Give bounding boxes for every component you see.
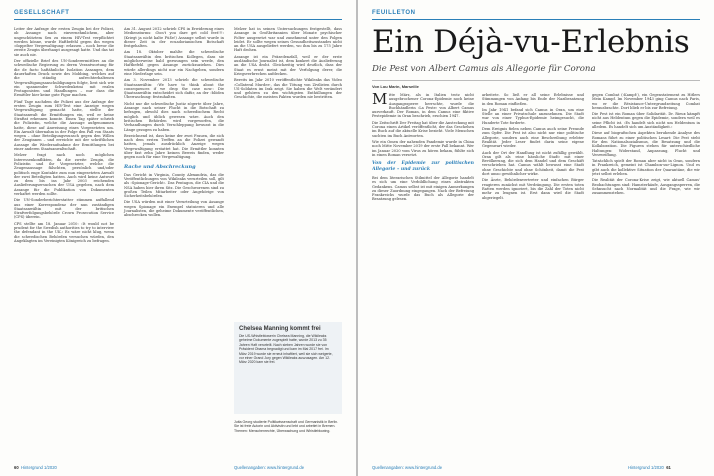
paragraph: Auch der Ort der Handlung ist nicht zufällig gewählt. Oran gilt als ›eine hässliche Stadt‹ mit einer Bevölkerung, die sich dem Handel und dem Geschäft verschrieben hat. Camus wählt bewusst eine Stadt ohne Geschichte und ohne Schönheit, damit die Pest dort umso gewöhnlicher wirke. [482,150,584,177]
page-number: 61 [666,465,671,470]
paragraph: Die Pest ist ein Roman über Solidarität. Dr. Rieux kämpft nicht aus Heldentum gegen die Epidemie, sondern weil es seine Pflicht ist. ›Es handelt sich nicht um Heldentum in alledem. Es handelt sich um Anständigkeit.‹ [592,112,700,130]
sidebar-body: Die US-Whistleblowerin Chelsea Manning, die Wikileaks geheime Dokumente zugespielt hatte, wurde 2013 zu 35 Jahren Haft verurteilt. Nach sieben Jahren wurde sie von Präsident Obama begnadigt und kam im Mai 2017 frei. Im März 2019 wurde sie erneut inhaftiert, weil sie sich weigerte, vor einer Grand Jury gegen Wikileaks auszusagen. Am 12. März 2020 kam sie frei. [239,334,333,365]
source-note: Quellenangaben: www.hintergrund.de [234,465,305,470]
left-page [0,0,356,476]
paragraph: Am 3. November 2013 schrieb die schwedische Staatsanwältin: ›We have to think about the consequences if we drop the case now.‹ Die Staatsanwältin entscheidet sich dafür, an der ›blöden Überraschung‹ festzuhalten. [124,78,224,100]
article-column-3 [592,93,700,453]
paragraph: Die USA würden mit einer Verurteilung von Assange wegen Spionage ein Exempel statuieren und alle Journalisten, die geheime Dokumente veröffentlichen, abschrecken wollen. [124,200,224,218]
paragraph: Bei dem literarischen Stilmittel der Allegorie handelt es sich um eine Verbildlichung eines abstrakten Gedankens. Camus selbst ist mit einigen Anmerkungen zu dieser Zuordnung eingegangen. Nach der Befreiung Frankreichs wurde das Buch als Allegorie der Besatzung gelesen. [372,175,474,202]
paragraph: Melzer hat in seinen Untersuchungen festgestellt, dass Assange in Großbritannien über Monate psychischer Folter ausgesetzt war und zunehmend unter den Folgen leidet. Er sollte wegen seines Gesundheitszustandes nicht an die USA ausgeliefert werden, wo ihm bis zu 175 Jahre Haft drohen. [234,27,342,53]
paragraph: Wie ein Omen der nahenden Pandemie wurde in China noch Mitte November 2019 der erste Fall bekannt. Wer im Januar 2020 vom Virus zu hören bekam, fühlte sich in einen Roman versetzt. [372,139,474,157]
article-dek: Die Pest von Albert Camus als Allegorie für Corona [372,64,596,74]
article-column-2 [482,93,584,453]
article-column-2 [124,27,224,220]
paragraph: Die Zeitschrift Der Freitag hat über die Ansteckung mit Corona einen Artikel veröffentlicht, der das Geschehen im Buch auf die aktuelle Krise bezieht. Viele Menschen suchten im Buch Antworten. [372,120,474,138]
section-label: FEUILLETON [372,10,416,16]
dek-rule [372,80,700,81]
paragraph: Der offizielle Brief des UN-Sonderermittlers an die schwedische Regierung zu deren Verantwortung für die de facto haftähnliche Isolation Assanges, dem dauerhaften Druck sowie des Mobbing, welches auf die ständig aufrechterhaltenen Vergewaltigungsanschuldigungen folgte, liest sich wie ein spannender Schwedenkrimi mit realen Protagonisten und Handlungen – nur dass die Ermittler hier keine gute Figur machen. [14,59,114,98]
paragraph: Bezeichnend ist, dass keine der zwei Frauen, die sich nach dem ersten Treffen an die Polizei gewandt hatten, jemals ausdrücklich Anzeige wegen Vergewaltigung erstattet hat. Die Ermittler konnten über fast zehn Jahre keinen Beweis finden, weder gegen noch für eine Vergewaltigung. [124,133,224,160]
page-footer-left [14,465,57,470]
paragraph: Tatsächlich spielt der Roman aber nicht in Oran, sondern in Frankreich, gemeint ist Chambon-sur-Lignon. Und es gibt auch die kollektive Situation der Quarantäne, die wir jetzt selbst erleben. [592,159,700,177]
paragraph: arbeitete. So ließ er all seine Erlebnisse und Stimmungen von Anfang bis Ende der Nazibesatzung in den Roman einfließen. [482,93,584,106]
drop-cap: M [372,93,388,108]
paragraph [372,93,474,119]
source-note: Quellenangaben: www.hintergrund.de [372,465,443,470]
section-subheading: Rache und Abschreckung [124,163,196,170]
article-column-1 [372,93,474,453]
page-footer-right [628,465,671,470]
section-label: GESELLSCHAFT [14,10,70,16]
paragraph: Die Ärzte, Behördenvertreter und einfachen Bürger reagieren zunächst mit Verdrängung. Die ersten toten Ratten werden ignoriert, bis die Zahl der Toten nicht mehr zu leugnen ist. Erst dann wird die Stadt abgeriegelt. [482,178,584,200]
paragraph: Bereits im Jahr 2010 veröffentlichte Wikileaks das Video ›Collateral Murder‹, das die Tötung von Zivilisten durch US-Soldaten im Irak zeigt. Sie haben die Welt verändert und gehören zu den wichtigsten Enthüllungen der Geschichte, die meisten Fakten wurden nie bestritten. [234,78,342,100]
article-column-1 [14,27,114,245]
paragraph: gegen Combat (›Kampf‹), ein Gegenstatement zu Hitlers Mein Kampf. Im November 1943 ging Camus nach Paris, wo er die Résistance-Untergrundzeitung Combat herausbrachte. Dort blieb er bis zur Befreiung. [592,93,700,110]
paragraph: Melzer fragt nach noch möglichen Interessenkonflikten, da die zweite Zeugin, die Polizistin und ihr Vorgesetzter, welche die Zeugenaussage fälschten, persönlich und/oder politisch enge Kontakte zum nun eingesetzten Anwalt der zwei Beteiligten hatten. Auch wird keine Antwort zu dem bis ins Jahr 2003 reichenden Auslieferungsersuchen der USA gegeben, nach dem Assange für die Publikation von Dokumenten verhaftet werden sollte. [14,153,114,196]
section-rule [372,19,700,20]
paragraph: Im Jahr 1941 befand sich Camus in Oran, um eine Stelle an einer Privatschule anzunehmen. Die Stadt war von einer Typhus-Epidemie heimgesucht, die Hunderte Tote forderte. [482,107,584,125]
sidebar-title: Chelsea Manning kommt frei [239,326,321,332]
paragraph: CPS stellte am 18. Januar 2010: ›It would not be prudent for the Swedish authorities to try to interview the defendant in the UK.‹ Es wäre nicht klug, wenn die schwedischen Behörden versuchen würden, den Angeklagten im Vereinigten Königreich zu befragen. [14,221,114,243]
article-headline: Ein Déjà-vu-Erlebnis [372,24,690,60]
pull-heading: Von der Epidemie zur politischen Allegorie – und zurück [372,161,474,172]
issue-label: Hintergrund 1/2020 [628,465,664,470]
paragraph: Leiter der Anfrage der ersten Zeugin bei der Polizei, ob Assange nach einvernehmlichem, aber ungeschütztem Sex zu einem HIV-Test verpflichtet werden könne, wurde Haftbefehl gegen ihn wegen ›doppelter Vergewaltigung‹ erlassen – noch bevor die zweite Zeugin überhaupt ausgesagt hatte. Und das tat sie auch nie. [14,27,114,57]
paragraph: Am 18. Oktober mahlte die schwedische Staatsanwältin den britischen Kollegen, dass sie möglicherweise bald gezwungen sein werde, den Haftbefehl gegen Assange zurückzuziehen. Dies würde allerdings nicht nur ein Nachgeben, sondern eine Niederlage sein. [124,50,224,76]
paragraph: Die Realität der Corona-Krise zeigt, wie aktuell Camus' Beobachtungen sind: Hamsterkäufe, Ausgangssperren, die Sehnsucht nach Normalität und die Frage, wie wir zusammenstehen. [592,178,700,196]
paragraph: Diese auf biografischen Aspekten beruhende Analyse des Romans führt zu einer politischen Lesart: Die Pest steht für den Nationalsozialismus, die Besatzung und die Kollaboration. Die Figuren stehen für unterschiedliche Haltungen: Widerstand, Anpassung, Flucht und Verzweiflung. [592,131,700,157]
paragraph: Das Gericht in Virginia, County Alexandria, das die Veröffentlichungen von Wikileaks verurteilen soll, gilt als ›Spionage-Gericht‹. Das Pentagon, die CIA und die NSA haben hier ihren Sitz. Die Geschworenen sind zu großen Teilen Mitarbeiter oder Angehörige von Sicherheitsbehörden. [124,172,224,199]
paragraph: Nicht nur die schwedische Justiz zögerte über Jahre, Assange nach seiner Flucht in die Botschaft zu befragen, obwohl dies nach schwedischem Recht möglich und üblich gewesen wäre. Auch den britischen Behörden wird vorgeworfen, die Verhandlungen durch Verschleppung bewusst in die Länge gezogen zu haben. [124,101,224,132]
right-page [358,0,714,476]
issue-label: Hintergrund 1/2020 [21,465,57,470]
page-number: 60 [14,465,19,470]
paragraph: Die UN-Sonderberichterstatter stimmen auffallend aus einer Korrespondenz der nun zuständigen Staatsanwältin mit der britischen Strafverfolgungsbehörde Crown Prosecution Service (CPS) überein. [14,198,114,220]
paragraph-text: itte März, als in Italien trotz nicht ausgebrochener Corona-Epidemie noch keine Ausgangssperre herrschte, wurde die Buchhändlerin ›La Peste‹ von Albert Camus ausverkauft. Der Roman, in dem Camus eine fiktive Pestepidemie in Oran beschrieb, erschien 1947. [372,93,474,119]
byline: Von Lou Marin, Marseille [372,84,419,89]
paragraph: Dem Ereignis fielen neben Camus auch seine Freunde zum Opfer. Die Pest ist also nicht nur eine politische Allegorie, sondern auch eine Beschreibung erlebter Realität. Jeder Leser findet darin seine eigene Gegenwart wieder. [482,127,584,149]
article-column-3 [234,27,342,317]
paragraph: Assange ist ein Präzedenzfall, weil er der erste ausländische Journalist ist, dem konkret die Auslieferung an die USA droht. Gleichzeitig wird deutlich, dass der Staat es ernst meint mit der Verfolgung derer, die Kriegsverbrechen aufdecken. [234,54,342,76]
paragraph: Am 31. August 2012 schrieb CPS in Erwiderung eines Mediensturms: ›Don't you dare get cold feet!!!‹ (Kriegt ja nicht kalte Füße!) Assange selbst wurde in dieser Zeit in der ecuadorianischen Botschaft festgehalten. [124,27,224,49]
paragraph: Fünf Tage nachdem die Polizei aus der Anfrage der ersten Zeugin zum HIV-Test eine Anzeige wegen Vergewaltigung gemacht hatte, stellte der Staatsanwalt die Ermittlungen ein, weil er keine Straftat erkennen konnte. Einen Tag später schrieb die Polizistin, welche die Aussage aufgenommen hatte, diese auf Anweisung eines Vorgesetzten um. Ein Anwalt übernahm in der Folge den Fall von Staats wegen – ohne Beteiligungswunsch gegen den Willen der Zeuginnen – und erreichte mit der schriftlichen Aussage die Wiederaufnahme der Ermittlungen bei einer anderen Staatsanwaltschaft. [14,99,114,152]
section-rule [14,19,342,20]
author-bio: Jutta Georg studierte Politikwissenschaft und Germanistik in Berlin. Sie ist freie Autorin und Aktivistin und lebt und arbeitet in Bremen. Themen: Menschenrechte, Überwachung und Whistleblowing. [234,420,339,433]
sidebar-box [234,322,342,414]
